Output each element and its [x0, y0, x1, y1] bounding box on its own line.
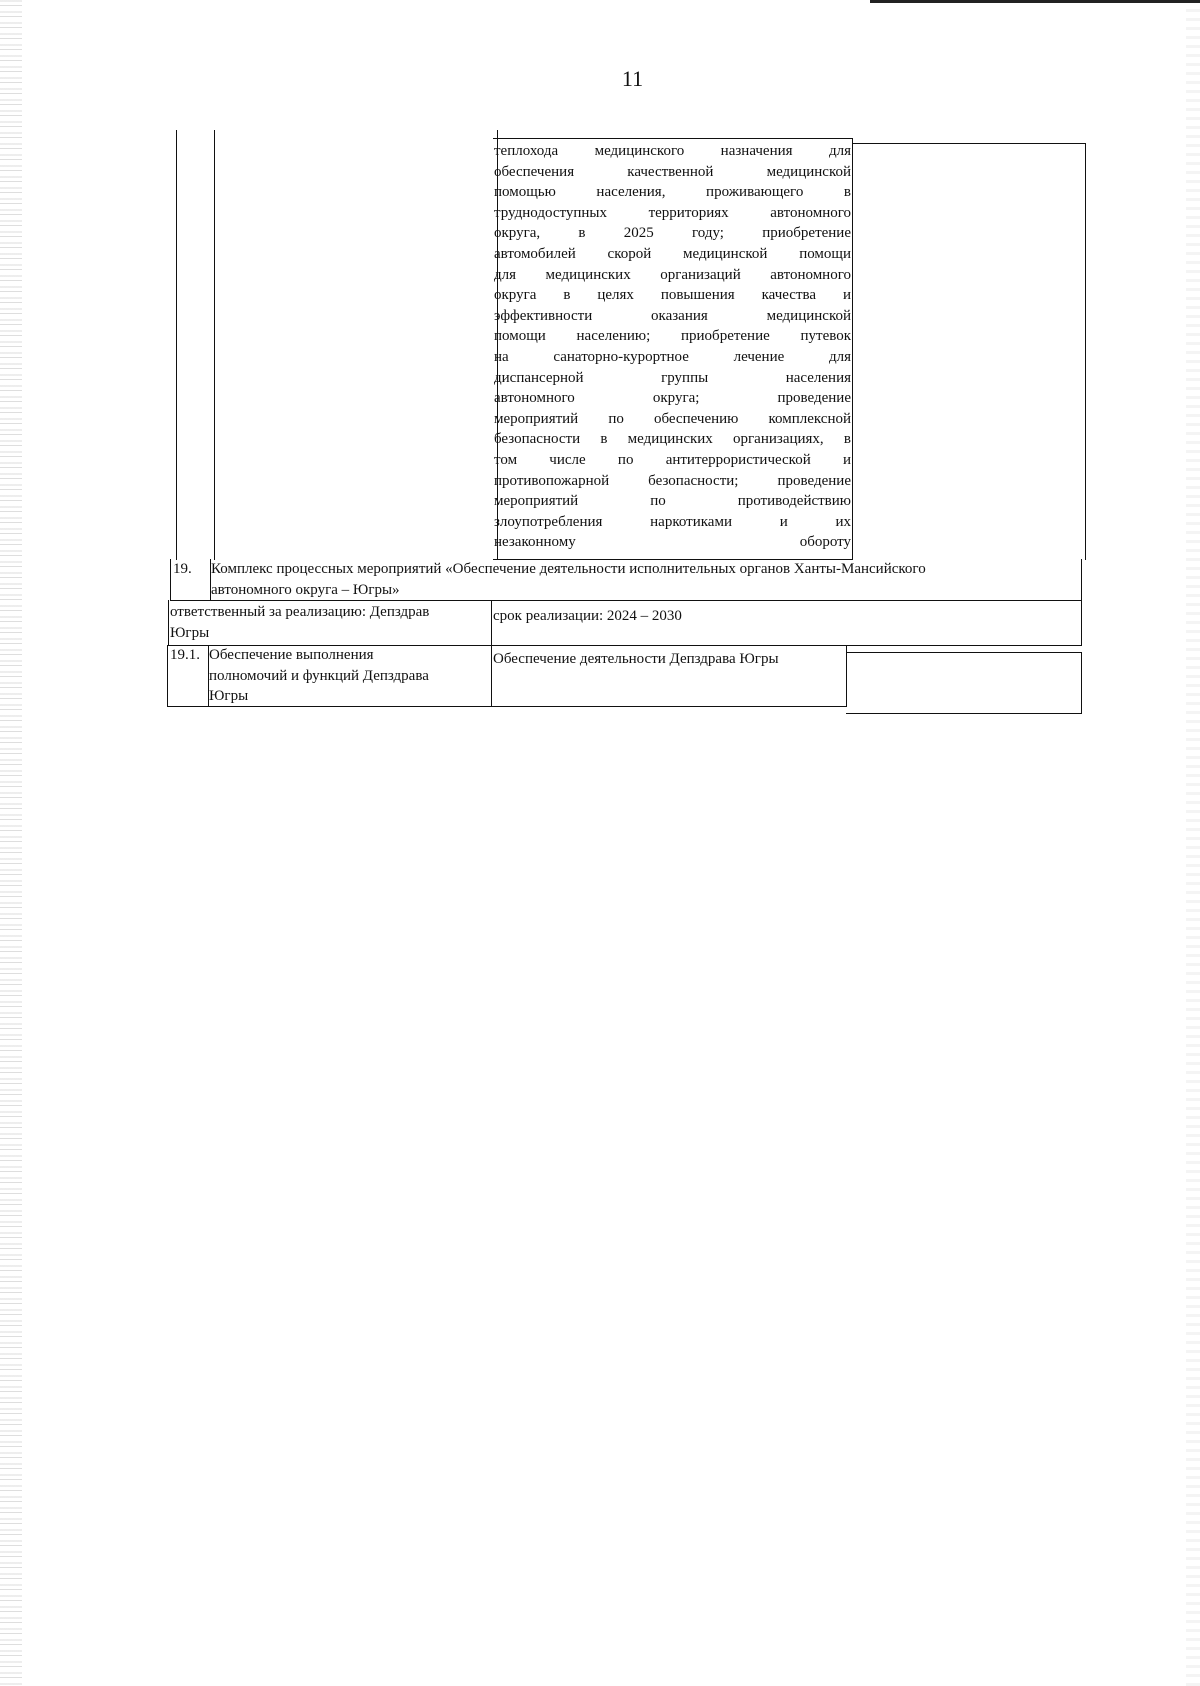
- row-19-1-number-cell: [167, 645, 209, 707]
- continuation-result-cell: [493, 138, 853, 560]
- period-cell: [491, 600, 1082, 646]
- section-19-number: 19.: [173, 561, 192, 577]
- row-19-1-task-line-2: полномочий и функций Депздрава: [209, 667, 429, 684]
- continuation-result-text: теплохода медицинского назначения для обеспечения качественной медицинской помощью населения, проживающего в труднодоступных территориях автономного округа, в 2025 году; приобретение автомобилей скорой медицинской помощи для медицинских организаций автономного округа в целях повышения качества и эффективности оказания медицинской помощи населению; приобретение путевок на санаторно-курортное лечение для диспансерной группы населения автономного округа; проведение мероприятий по обеспечению комплексной безопасности в медицинских организациях, в том числе по антитеррористической и противопожарной безопасности; проведение мероприятий по противодействию злоупотребления наркотиками и их незаконному обороту: [494, 143, 851, 551]
- period-text: срок реализации: 2024 – 2030: [493, 608, 682, 624]
- section-19-title-line-2: автономного округа – Югры»: [211, 581, 400, 598]
- section-19-title-cell: [210, 559, 1082, 601]
- row-19-1-task-line-1: Обеспечение выполнения: [209, 647, 374, 663]
- continuation-link-cell: [852, 143, 1086, 560]
- section-19-number-cell: [170, 559, 211, 601]
- row-19-1-task-cell: [208, 645, 492, 707]
- row-19-1-result-cell: [491, 645, 847, 707]
- responsible-cell: [168, 600, 492, 646]
- continuation-number-cell: [176, 130, 215, 560]
- section-19-title-line-1: Комплекс процессных мероприятий «Обеспечение деятельности исполнительных органов Ханты-Мансийского: [211, 561, 926, 577]
- row-19-1-result: Обеспечение деятельности Депздрава Югры: [493, 651, 779, 667]
- activities-table: [0, 0, 1200, 720]
- continuation-task-cell: [214, 130, 498, 560]
- row-19-1-number: 19.1.: [170, 647, 200, 663]
- responsible-line-2: Югры: [170, 624, 210, 641]
- row-19-1-task-line-3: Югры: [209, 688, 249, 705]
- responsible-line-1: ответственный за реализацию: Депздрав: [170, 604, 430, 620]
- row-19-1-link-cell: [846, 652, 1082, 714]
- page-number: 11: [621, 66, 644, 91]
